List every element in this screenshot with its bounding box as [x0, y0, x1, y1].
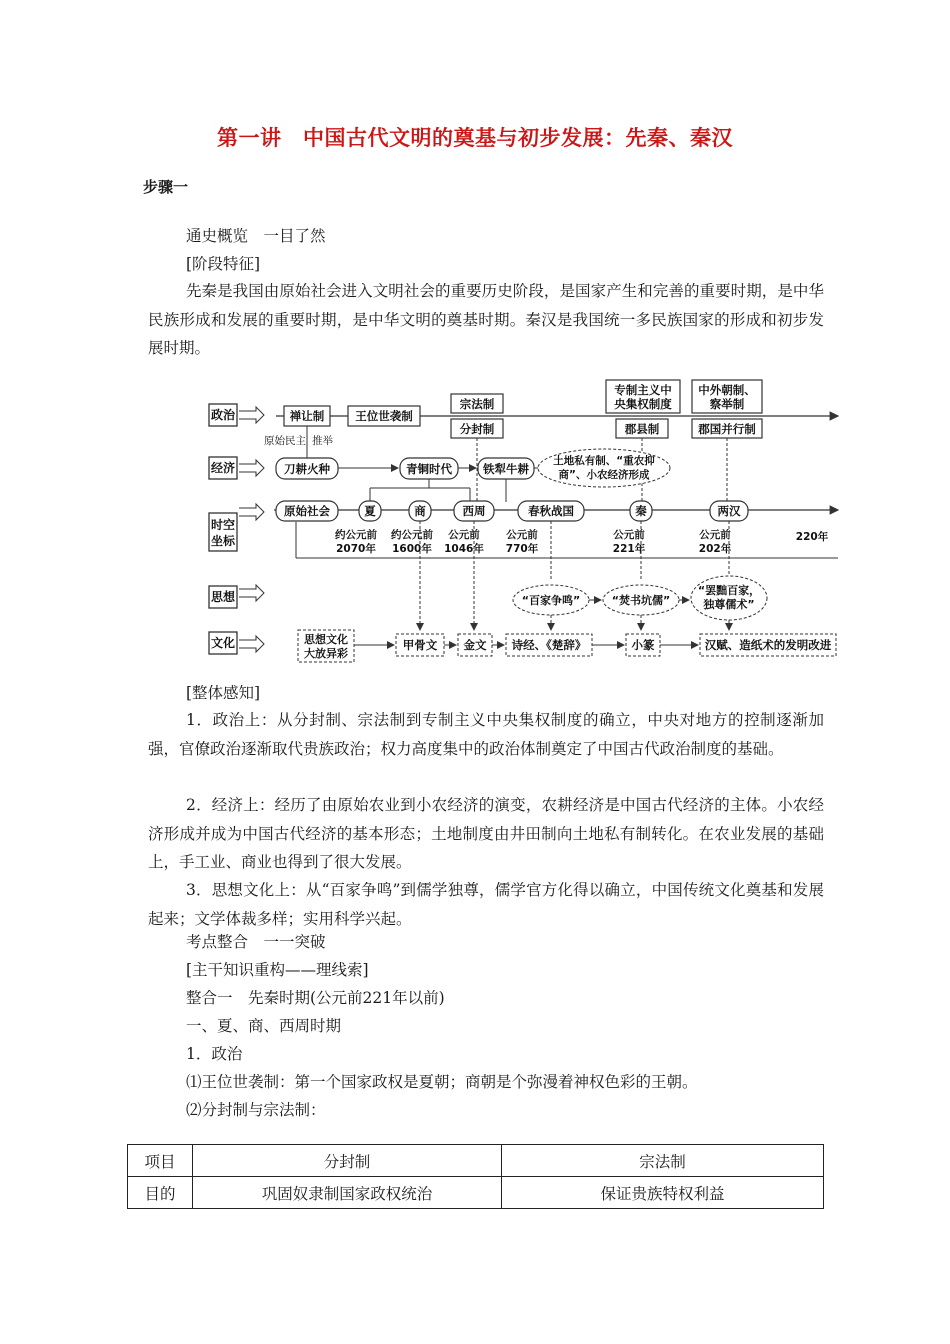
svg-text:约公元前: 约公元前: [391, 529, 433, 541]
history-diagram: [198, 378, 844, 668]
svg-text:思想文化: 思想文化: [304, 633, 348, 646]
section-heading: 一、夏、商、西周时期: [186, 1017, 342, 1035]
label-time2: 坐标: [210, 534, 236, 548]
svg-text:禅让制: 禅让制: [289, 409, 325, 423]
thought-row: [513, 576, 767, 620]
svg-text:诗经、《楚辞》: 诗经、《楚辞》: [511, 638, 587, 652]
svg-text:1600年: 1600年: [392, 543, 432, 555]
whole-item-3: 3．思想文化上：从“百家争鸣”到儒学独尊，儒学官方化得以确立，中国传统文化奠基和发展起来；文学体裁多样；实用科学兴起。: [148, 881, 824, 928]
svg-text:分封制: 分封制: [459, 422, 495, 436]
svg-text:202年: 202年: [698, 543, 732, 555]
label-politics: 政治: [210, 408, 236, 422]
svg-text:“焚书坑儒”: “焚书坑儒”: [611, 594, 671, 607]
svg-text:1046年: 1046年: [444, 543, 484, 555]
yuanshi-label: 原始民主: [264, 435, 306, 447]
svg-text:小篆: 小篆: [631, 638, 655, 652]
svg-text:221年: 221年: [612, 543, 646, 555]
comparison-table: [127, 1144, 824, 1209]
svg-text:220年: 220年: [795, 531, 829, 543]
politics-row: [284, 380, 762, 438]
svg-text:春秋战国: 春秋战国: [528, 504, 574, 518]
label-culture: 文化: [210, 636, 236, 650]
table-cell: 目的: [128, 1177, 193, 1209]
row-labels: [209, 404, 237, 654]
kaodian-heading: 考点整合 一一突破: [186, 933, 326, 951]
politics-heading: 1．政治: [186, 1045, 243, 1063]
table-row: [128, 1177, 824, 1209]
svg-text:公元前: 公元前: [448, 529, 480, 541]
svg-text:央集权制度: 央集权制度: [614, 397, 672, 411]
stage-text: 先秦是我国由原始社会进入文明社会的重要历史阶段，是国家产生和完善的重要时期，是中华民族形成和发展的重要时期，是中华文明的奠基时期。秦汉是我国统一多民族国家的形成和初步发展时期。: [148, 282, 824, 357]
svg-text:商”、小农经济形成: 商”、小农经济形成: [558, 469, 650, 481]
svg-text:770年: 770年: [505, 543, 539, 555]
svg-text:大放异彩: 大放异彩: [304, 647, 348, 660]
culture-row: [298, 630, 836, 662]
page-title: 第一讲 中国古代文明的奠基与初步发展：先秦、秦汉: [217, 126, 733, 150]
svg-text:公元前: 公元前: [506, 529, 538, 541]
table-header-row: [128, 1145, 824, 1177]
svg-text:夏: 夏: [364, 504, 376, 518]
svg-text:王位世袭制: 王位世袭制: [355, 409, 413, 423]
table-header-cell: 宗法制: [502, 1145, 824, 1177]
table-cell: 巩固奴隶制国家政权统治: [193, 1177, 502, 1209]
svg-text:西周: 西周: [462, 504, 486, 518]
table-header-cell: 项目: [128, 1145, 193, 1177]
timeline-dates: [335, 528, 829, 555]
svg-text:“百家争鸣”: “百家争鸣”: [521, 594, 581, 607]
politics-p2: ⑵分封制与宗法制：: [186, 1101, 326, 1119]
whole-item-2: 2．经济上：经历了由原始农业到小农经济的演变，农耕经济是中国古代经济的主体。小农经济形成并成为中国古代经济的基本形态；土地制度由井田制向土地私有制转化。在农业发展的基础上，手工业、商业也得到了很大发展。: [148, 796, 824, 871]
svg-text:两汉: 两汉: [717, 504, 741, 518]
overview-heading: 通史概览 一目了然: [186, 227, 326, 245]
svg-text:中外朝制、: 中外朝制、: [698, 383, 756, 397]
timeline: [276, 501, 748, 521]
svg-text:察举制: 察举制: [709, 397, 745, 411]
label-economy: 经济: [210, 461, 236, 475]
svg-text:约公元前: 约公元前: [335, 529, 377, 541]
kaodian-sub: [主干知识重构——理线索]: [186, 961, 369, 979]
svg-text:铁犁牛耕: 铁犁牛耕: [483, 462, 529, 476]
tuiju-label: 推举: [312, 435, 333, 447]
svg-text:青铜时代: 青铜时代: [406, 462, 452, 476]
svg-text:郡县制: 郡县制: [624, 422, 660, 436]
svg-text:刀耕火种: 刀耕火种: [284, 462, 330, 476]
svg-text:专制主义中: 专制主义中: [614, 383, 672, 397]
stage-label: [阶段特征]: [186, 255, 261, 273]
economy-row: [276, 449, 670, 487]
svg-text:公元前: 公元前: [613, 529, 645, 541]
whole-item-1: 1．政治上：从分封制、宗法制到专制主义中央集权制度的确立，中央对地方的控制逐渐加强，官僚政治逐渐取代贵族政治；权力高度集中的政治体制奠定了中国古代政治制度的基础。: [148, 711, 824, 758]
table-header-cell: 分封制: [193, 1145, 502, 1177]
svg-text:2070年: 2070年: [336, 543, 376, 555]
svg-text:汉赋、造纸术的发明改进: 汉赋、造纸术的发明改进: [704, 638, 832, 652]
svg-text:商: 商: [414, 504, 426, 518]
label-thought: 思想: [210, 590, 236, 604]
svg-text:原始社会: 原始社会: [284, 504, 330, 518]
svg-text:公元前: 公元前: [699, 529, 731, 541]
step-heading: 步骤一: [143, 178, 189, 196]
svg-text:金文: 金文: [463, 638, 487, 652]
table-cell: 保证贵族特权利益: [502, 1177, 824, 1209]
label-time1: 时空: [210, 518, 236, 532]
svg-text:秦: 秦: [635, 504, 647, 518]
whole-label: [整体感知]: [186, 684, 261, 702]
svg-text:郡国并行制: 郡国并行制: [698, 422, 756, 436]
politics-p1: ⑴王位世袭制：第一个国家政权是夏朝；商朝是个弥漫着神权色彩的王朝。: [186, 1073, 698, 1091]
zhenghe-heading: 整合一 先秦时期(公元前221年以前): [186, 989, 445, 1007]
svg-text:土地私有制、“重农抑: 土地私有制、“重农抑: [553, 455, 655, 467]
svg-text:独尊儒术”: 独尊儒术”: [703, 598, 755, 611]
svg-text:“罢黜百家，: “罢黜百家，: [697, 584, 761, 597]
svg-text:宗法制: 宗法制: [459, 397, 495, 411]
svg-text:甲骨文: 甲骨文: [402, 638, 438, 652]
